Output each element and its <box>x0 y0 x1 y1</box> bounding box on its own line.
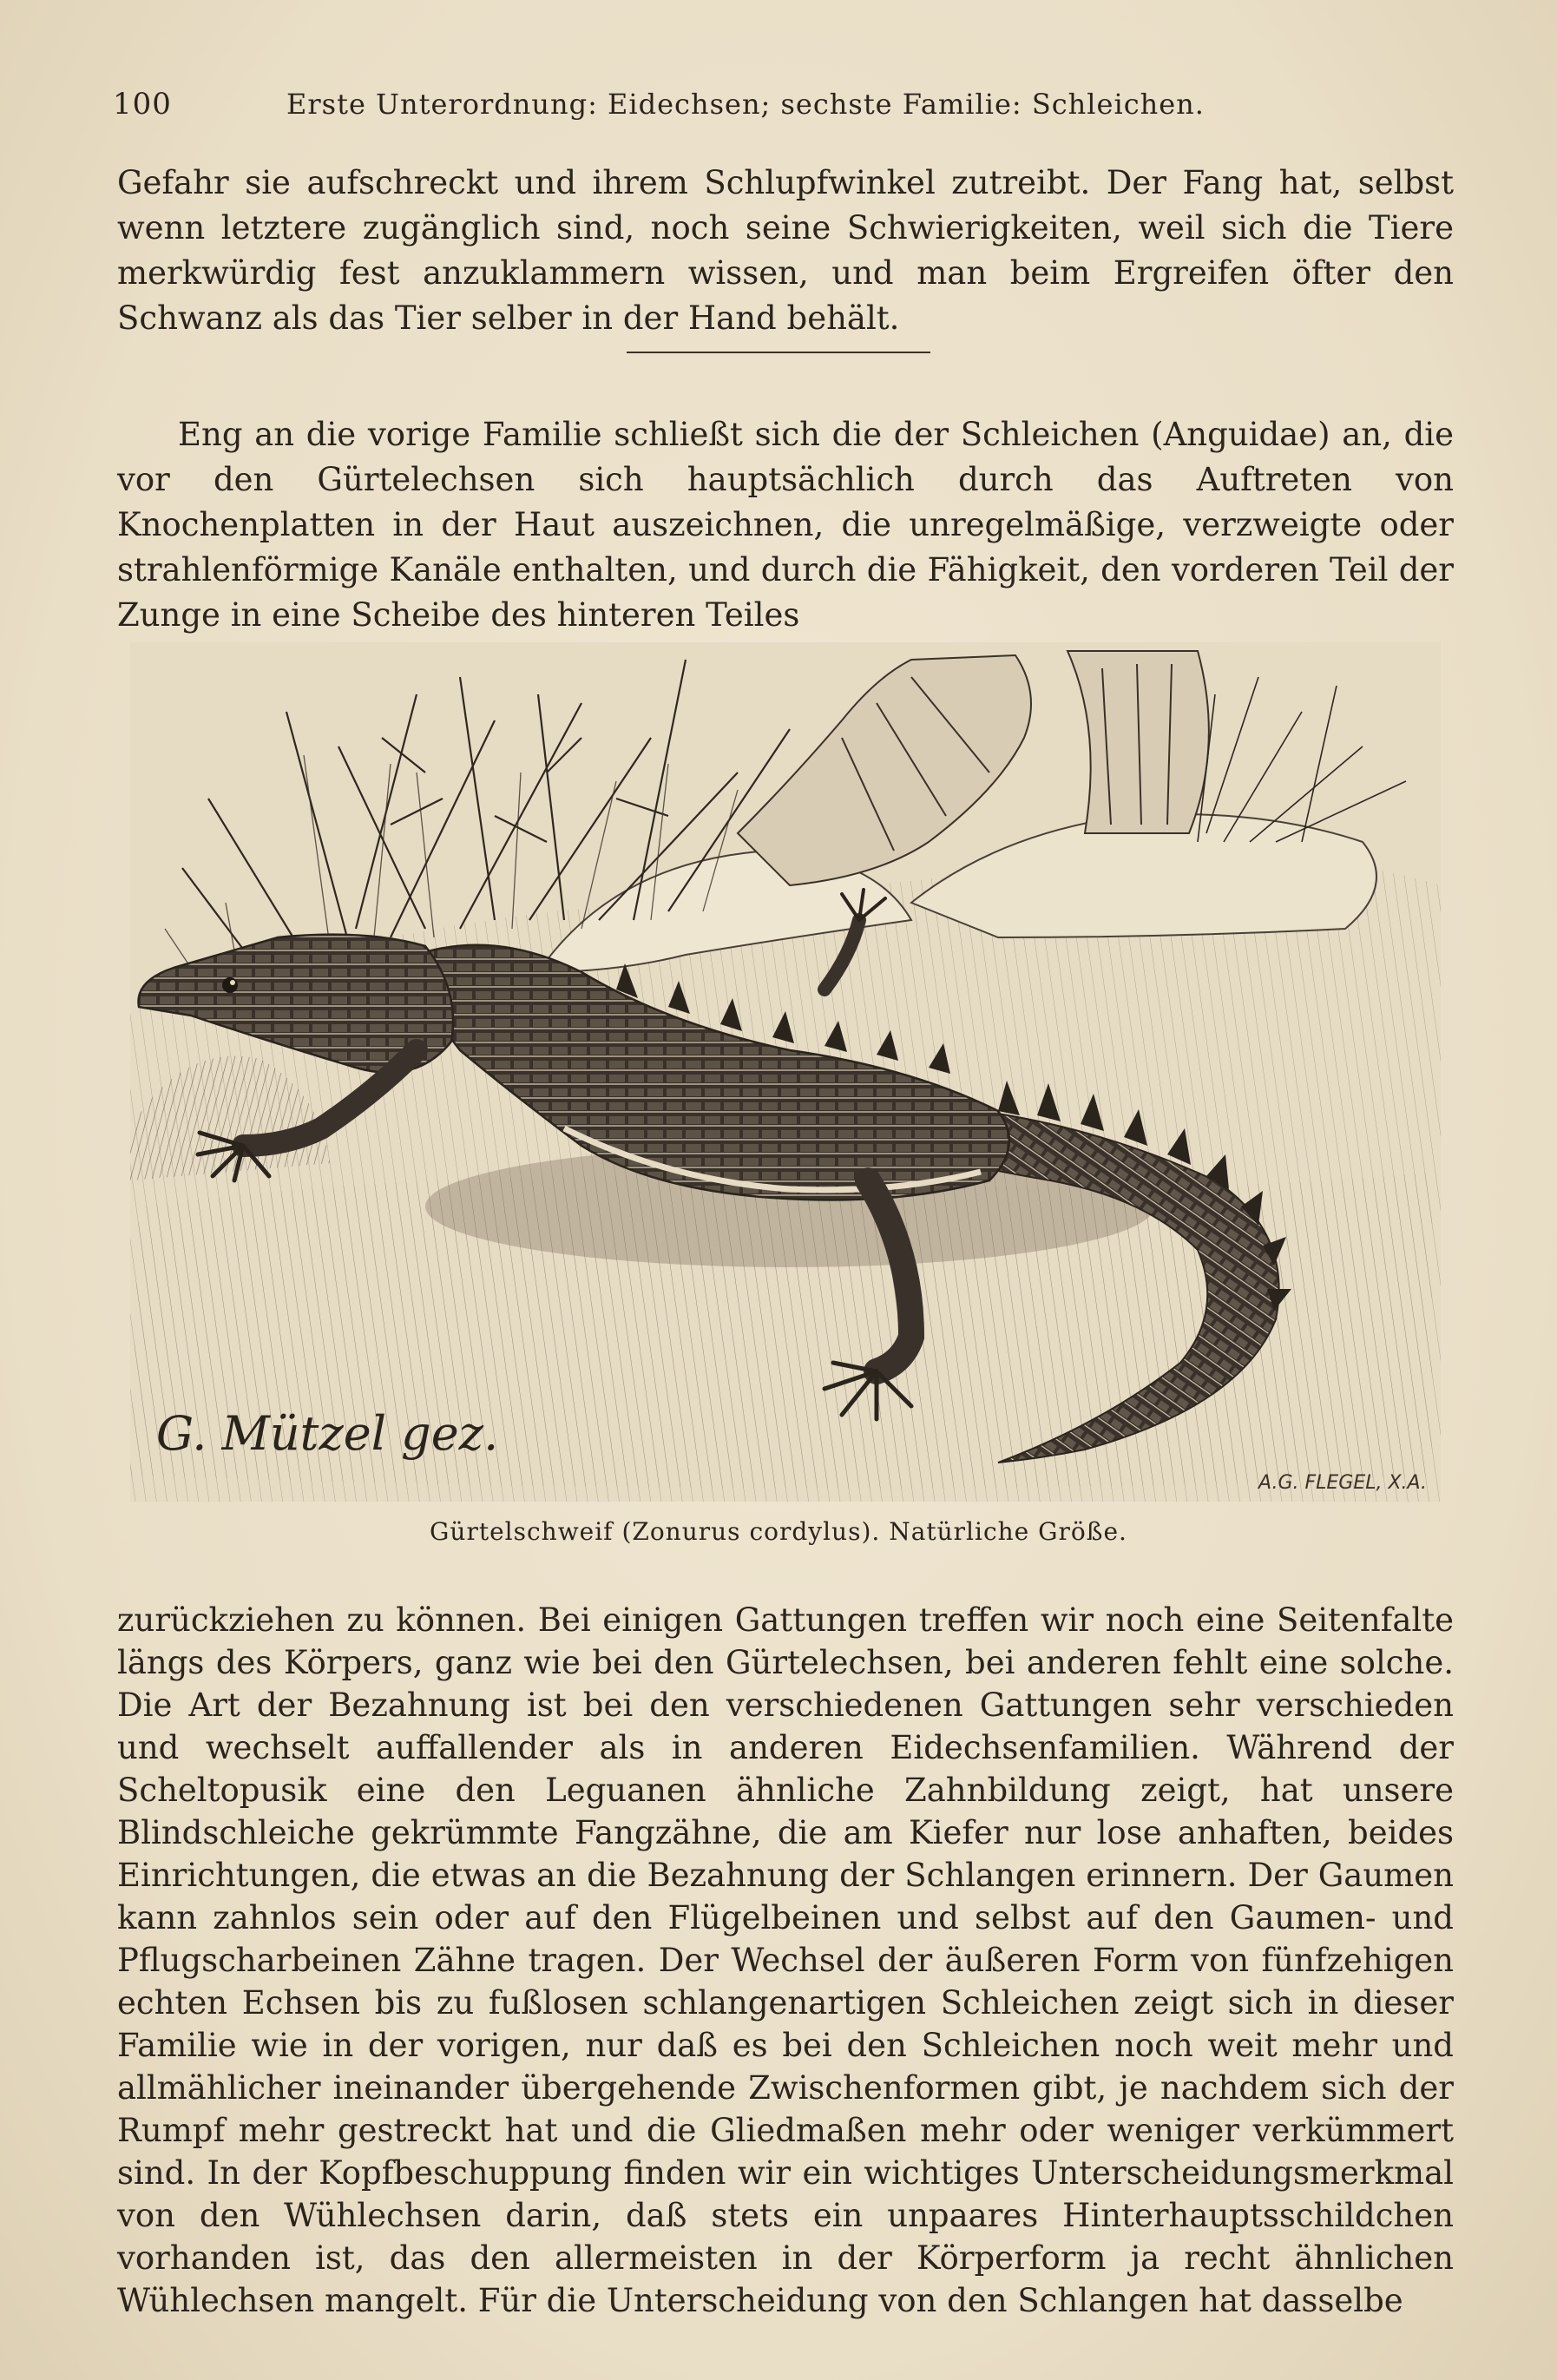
engraver-signature: A.G. FLEGEL, X.A. <box>1258 1472 1428 1494</box>
text-block-intro <box>117 412 1454 638</box>
artist-signature: G. Mützel gez. <box>156 1406 499 1461</box>
paragraph-continuation: Gefahr sie aufschreckt und ihrem Schlupfwinkel zutreibt. Der Fang hat, selbst wenn letztere zugänglich sind, noch seine Schwierigkeiten, weil sich die Tiere merkwürdig fest anzuklammern wissen, und man beim Ergreifen öfter den Schwanz als das Tier selber in der Hand behält. <box>117 164 1454 337</box>
engraving-lizard-image <box>130 642 1441 1502</box>
figure-caption: Gürtelschweif (Zonurus cordylus). Natürliche Größe. <box>430 1517 1127 1546</box>
lizard-illustration <box>130 642 1441 1502</box>
text-block-top <box>117 161 1454 341</box>
paragraph-anguidae-intro: Eng an die vorige Familie schließt sich die der Schleichen (Anguidae) an, die vor den Gürtelechsen sich hauptsächlich durch das Auftreten von Knochenplatten in der Haut auszeichnen, die unregelmäßige, verzweigte oder strahlenförmige Kanäle enthalten, und durch die Fähigkeit, den vorderen Teil der Zunge in eine Scheibe des hinteren Teiles <box>117 416 1454 634</box>
paragraph-anguidae-details: zurückziehen zu können. Bei einigen Gattungen treffen wir noch eine Seitenfalte längs des Körpers, ganz wie bei den Gürtelechsen, bei anderen fehlt eine solche. Die Art der Bezahnung ist bei den verschiedenen Gattungen sehr verschieden und wechselt auffallender als in anderen Eidechsenfamilien. Während der Scheltopusik eine den Leguanen ähnliche Zahnbildung zeigt, hat unsere Blindschleiche gekrümmte Fangzähne, die am Kiefer nur lose anhaften, beides Einrichtungen, die etwas an die Bezahnung der Schlangen erinnern. Der Gaumen kann zahnlos sein oder auf den Flügelbeinen und selbst auf den Gaumen- und Pflugscharbeinen Zähne tragen. Der Wechsel der äußeren Form von fünfzehigen echten Echsen bis zu fußlosen schlangenartigen Schleichen zeigt sich in dieser Familie wie in der vorigen, nur daß es bei den Schleichen noch weit mehr und allmählicher ineinander übergehende Zwischenformen gibt, je nachdem sich der Rumpf mehr gestreckt hat und die Gliedmaßen mehr oder weniger verkümmert sind. In der Kopfbeschuppung finden wir ein wichtiges Unterscheidungsmerkmal von den Wühlechsen darin, daß stets ein unpaares Hinterhauptsschildchen vorhanden ist, das den allermeisten in der Körperform ja recht ähnlichen Wühlechsen mangelt. Für die Unterscheidung von den Schlangen hat dasselbe <box>117 1601 1454 2319</box>
running-head: Erste Unterordnung: Eidechsen; sechste Familie: Schleichen. <box>286 88 1205 121</box>
page-header <box>113 87 1444 122</box>
section-divider <box>627 352 930 353</box>
text-block-bottom <box>117 1599 1454 2322</box>
page-number: 100 <box>113 87 172 122</box>
